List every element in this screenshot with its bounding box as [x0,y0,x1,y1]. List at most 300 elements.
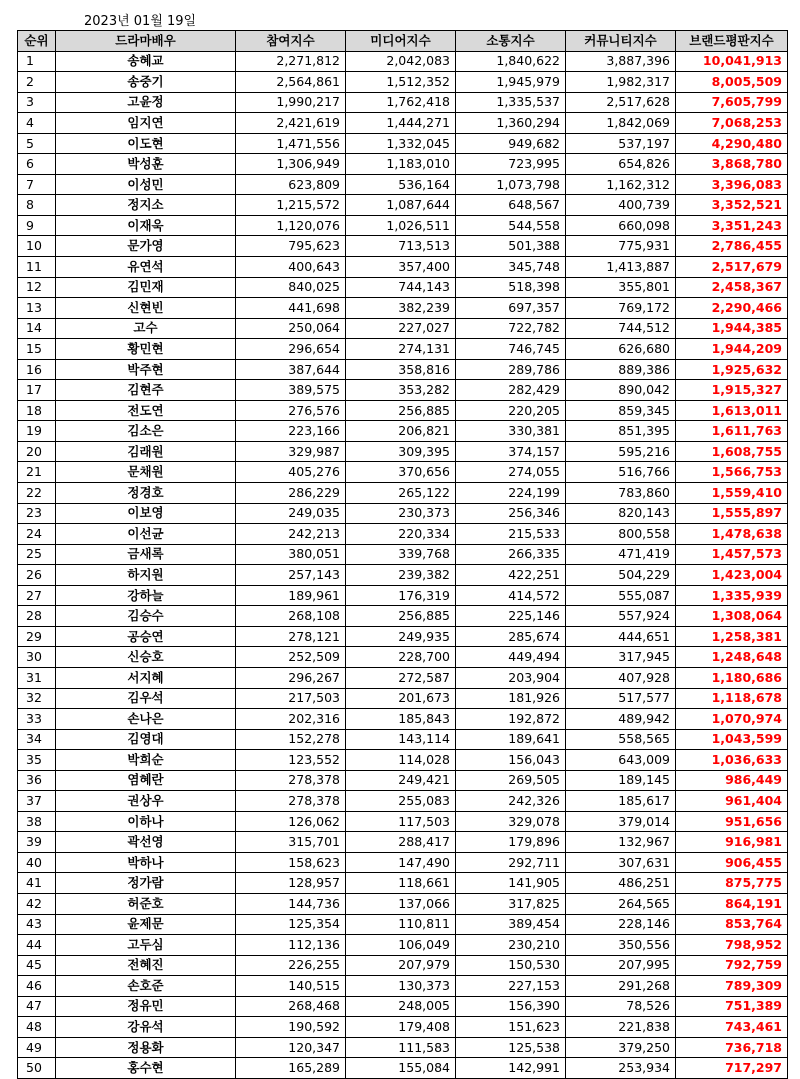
rank-cell: 49 [18,1037,56,1058]
actor-name-cell: 홍수현 [56,1058,236,1079]
participation-index-cell: 1,990,217 [236,92,346,113]
communication-index-cell: 1,840,622 [456,51,566,72]
community-index-cell: 1,162,312 [566,174,676,195]
community-index-cell: 775,931 [566,236,676,257]
brand-reputation-index-cell: 1,457,573 [676,544,788,565]
participation-index-cell: 268,108 [236,606,346,627]
table-row [18,92,788,113]
actor-name-cell: 송중기 [56,72,236,93]
participation-index-cell: 250,064 [236,318,346,339]
communication-index-cell: 227,153 [456,976,566,997]
media-index-cell: 228,700 [346,647,456,668]
actor-name-cell: 박주현 [56,359,236,380]
table-row [18,339,788,360]
media-index-cell: 2,042,083 [346,51,456,72]
rank-cell: 29 [18,626,56,647]
actor-name-cell: 고두심 [56,935,236,956]
communication-index-cell: 282,429 [456,380,566,401]
actor-name-cell: 서지혜 [56,667,236,688]
communication-index-cell: 292,711 [456,852,566,873]
participation-index-cell: 278,378 [236,791,346,812]
actor-name-cell: 허준호 [56,893,236,914]
rank-cell: 17 [18,380,56,401]
media-index-cell: 265,122 [346,483,456,504]
community-index-cell: 504,229 [566,565,676,586]
header-participation: 참여지수 [236,31,346,52]
communication-index-cell: 224,199 [456,483,566,504]
actor-name-cell: 김승수 [56,606,236,627]
rank-cell: 13 [18,298,56,319]
communication-index-cell: 179,896 [456,832,566,853]
rank-cell: 41 [18,873,56,894]
brand-reputation-index-cell: 1,611,763 [676,421,788,442]
community-index-cell: 207,995 [566,955,676,976]
brand-reputation-index-cell: 792,759 [676,955,788,976]
brand-reputation-index-cell: 906,455 [676,852,788,873]
table-row [18,154,788,175]
rank-cell: 44 [18,935,56,956]
actor-name-cell: 이보영 [56,503,236,524]
community-index-cell: 800,558 [566,524,676,545]
communication-index-cell: 345,748 [456,257,566,278]
rank-cell: 7 [18,174,56,195]
community-index-cell: 486,251 [566,873,676,894]
rank-cell: 36 [18,770,56,791]
participation-index-cell: 276,576 [236,400,346,421]
actor-name-cell: 정경호 [56,483,236,504]
brand-reputation-index-cell: 1,043,599 [676,729,788,750]
brand-reputation-index-cell: 1,036,633 [676,750,788,771]
communication-index-cell: 374,157 [456,441,566,462]
brand-reputation-index-cell: 751,389 [676,996,788,1017]
communication-index-cell: 1,335,537 [456,92,566,113]
table-row [18,503,788,524]
header-actor: 드라마배우 [56,31,236,52]
rank-cell: 39 [18,832,56,853]
participation-index-cell: 400,643 [236,257,346,278]
participation-index-cell: 126,062 [236,811,346,832]
rank-cell: 38 [18,811,56,832]
participation-index-cell: 190,592 [236,1017,346,1038]
actor-name-cell: 김우석 [56,688,236,709]
actor-name-cell: 박희순 [56,750,236,771]
media-index-cell: 370,656 [346,462,456,483]
actor-name-cell: 송혜교 [56,51,236,72]
rank-cell: 9 [18,215,56,236]
communication-index-cell: 141,905 [456,873,566,894]
table-row [18,770,788,791]
rank-cell: 20 [18,441,56,462]
table-row [18,544,788,565]
actor-name-cell: 임지연 [56,113,236,134]
communication-index-cell: 1,073,798 [456,174,566,195]
table-row [18,667,788,688]
table-row [18,174,788,195]
header-brand-reputation: 브랜드평판지수 [676,31,788,52]
participation-index-cell: 286,229 [236,483,346,504]
community-index-cell: 654,826 [566,154,676,175]
header-media: 미디어지수 [346,31,456,52]
participation-index-cell: 189,961 [236,585,346,606]
community-index-cell: 471,419 [566,544,676,565]
actor-name-cell: 윤제문 [56,914,236,935]
table-row [18,277,788,298]
rank-cell: 40 [18,852,56,873]
media-index-cell: 207,979 [346,955,456,976]
community-index-cell: 317,945 [566,647,676,668]
communication-index-cell: 151,623 [456,1017,566,1038]
brand-reputation-index-cell: 2,458,367 [676,277,788,298]
participation-index-cell: 278,378 [236,770,346,791]
media-index-cell: 358,816 [346,359,456,380]
media-index-cell: 111,583 [346,1037,456,1058]
communication-index-cell: 269,505 [456,770,566,791]
table-body [18,51,788,1078]
communication-index-cell: 648,567 [456,195,566,216]
table-row [18,606,788,627]
rank-cell: 48 [18,1017,56,1038]
community-index-cell: 626,680 [566,339,676,360]
media-index-cell: 256,885 [346,400,456,421]
table-row [18,1017,788,1038]
community-index-cell: 355,801 [566,277,676,298]
media-index-cell: 339,768 [346,544,456,565]
community-index-cell: 859,345 [566,400,676,421]
participation-index-cell: 120,347 [236,1037,346,1058]
rank-cell: 43 [18,914,56,935]
communication-index-cell: 203,904 [456,667,566,688]
brand-reputation-index-cell: 1,423,004 [676,565,788,586]
header-community: 커뮤니티지수 [566,31,676,52]
actor-name-cell: 김소은 [56,421,236,442]
rank-cell: 5 [18,133,56,154]
rank-cell: 21 [18,462,56,483]
community-index-cell: 517,577 [566,688,676,709]
media-index-cell: 106,049 [346,935,456,956]
actor-name-cell: 손나은 [56,709,236,730]
table-row [18,626,788,647]
communication-index-cell: 317,825 [456,893,566,914]
table-row [18,421,788,442]
media-index-cell: 239,382 [346,565,456,586]
communication-index-cell: 722,782 [456,318,566,339]
brand-reputation-index-cell: 875,775 [676,873,788,894]
community-index-cell: 444,651 [566,626,676,647]
rank-cell: 26 [18,565,56,586]
header-rank: 순위 [18,31,56,52]
brand-reputation-index-cell: 1,559,410 [676,483,788,504]
actor-name-cell: 곽선영 [56,832,236,853]
table-row [18,852,788,873]
communication-index-cell: 1,360,294 [456,113,566,134]
table-row [18,935,788,956]
communication-index-cell: 544,558 [456,215,566,236]
actor-name-cell: 박하나 [56,852,236,873]
communication-index-cell: 142,991 [456,1058,566,1079]
table-row [18,565,788,586]
actor-name-cell: 정유민 [56,996,236,1017]
actor-name-cell: 김래원 [56,441,236,462]
brand-reputation-index-cell: 1,478,638 [676,524,788,545]
communication-index-cell: 242,326 [456,791,566,812]
actor-name-cell: 손호준 [56,976,236,997]
participation-index-cell: 123,552 [236,750,346,771]
participation-index-cell: 158,623 [236,852,346,873]
community-index-cell: 516,766 [566,462,676,483]
media-index-cell: 143,114 [346,729,456,750]
table-row [18,236,788,257]
communication-index-cell: 125,538 [456,1037,566,1058]
actor-name-cell: 이도현 [56,133,236,154]
communication-index-cell: 389,454 [456,914,566,935]
actor-name-cell: 이선균 [56,524,236,545]
participation-index-cell: 278,121 [236,626,346,647]
community-index-cell: 595,216 [566,441,676,462]
participation-index-cell: 152,278 [236,729,346,750]
rank-cell: 16 [18,359,56,380]
actor-name-cell: 고윤정 [56,92,236,113]
participation-index-cell: 223,166 [236,421,346,442]
table-row [18,996,788,1017]
media-index-cell: 1,512,352 [346,72,456,93]
rank-cell: 31 [18,667,56,688]
rank-cell: 3 [18,92,56,113]
brand-reputation-index-cell: 1,613,011 [676,400,788,421]
table-row [18,585,788,606]
communication-index-cell: 1,945,979 [456,72,566,93]
brand-reputation-index-cell: 798,952 [676,935,788,956]
rank-cell: 23 [18,503,56,524]
media-index-cell: 176,319 [346,585,456,606]
media-index-cell: 713,513 [346,236,456,257]
media-index-cell: 357,400 [346,257,456,278]
rank-cell: 37 [18,791,56,812]
participation-index-cell: 296,654 [236,339,346,360]
table-row [18,462,788,483]
actor-name-cell: 강유석 [56,1017,236,1038]
participation-index-cell: 2,421,619 [236,113,346,134]
community-index-cell: 2,517,628 [566,92,676,113]
participation-index-cell: 128,957 [236,873,346,894]
media-index-cell: 230,373 [346,503,456,524]
brand-reputation-index-cell: 2,786,455 [676,236,788,257]
media-index-cell: 1,762,418 [346,92,456,113]
media-index-cell: 1,087,644 [346,195,456,216]
participation-index-cell: 257,143 [236,565,346,586]
community-index-cell: 851,395 [566,421,676,442]
communication-index-cell: 501,388 [456,236,566,257]
participation-index-cell: 268,468 [236,996,346,1017]
brand-reputation-index-cell: 3,352,521 [676,195,788,216]
header-row [18,31,788,52]
communication-index-cell: 256,346 [456,503,566,524]
media-index-cell: 130,373 [346,976,456,997]
community-index-cell: 783,860 [566,483,676,504]
table-row [18,976,788,997]
rank-cell: 22 [18,483,56,504]
table-row [18,750,788,771]
media-index-cell: 206,821 [346,421,456,442]
brand-reputation-index-cell: 986,449 [676,770,788,791]
participation-index-cell: 389,575 [236,380,346,401]
rank-cell: 32 [18,688,56,709]
table-row [18,298,788,319]
community-index-cell: 660,098 [566,215,676,236]
participation-index-cell: 217,503 [236,688,346,709]
actor-name-cell: 염혜란 [56,770,236,791]
communication-index-cell: 225,146 [456,606,566,627]
community-index-cell: 132,967 [566,832,676,853]
actor-name-cell: 문가영 [56,236,236,257]
table-row [18,791,788,812]
communication-index-cell: 215,533 [456,524,566,545]
communication-index-cell: 518,398 [456,277,566,298]
brand-reputation-index-cell: 961,404 [676,791,788,812]
actor-name-cell: 이재욱 [56,215,236,236]
rank-cell: 42 [18,893,56,914]
brand-reputation-index-cell: 736,718 [676,1037,788,1058]
rank-cell: 24 [18,524,56,545]
community-index-cell: 558,565 [566,729,676,750]
table-row [18,400,788,421]
communication-index-cell: 230,210 [456,935,566,956]
table-row [18,441,788,462]
table-row [18,51,788,72]
participation-index-cell: 140,515 [236,976,346,997]
community-index-cell: 890,042 [566,380,676,401]
rank-cell: 47 [18,996,56,1017]
brand-reputation-index-cell: 4,290,480 [676,133,788,154]
brand-reputation-index-cell: 951,656 [676,811,788,832]
brand-reputation-index-cell: 1,258,381 [676,626,788,647]
brand-reputation-index-cell: 1,915,327 [676,380,788,401]
rank-cell: 34 [18,729,56,750]
community-index-cell: 350,556 [566,935,676,956]
media-index-cell: 272,587 [346,667,456,688]
participation-index-cell: 441,698 [236,298,346,319]
community-index-cell: 3,887,396 [566,51,676,72]
brand-reputation-index-cell: 7,605,799 [676,92,788,113]
participation-index-cell: 2,271,812 [236,51,346,72]
actor-name-cell: 김영대 [56,729,236,750]
brand-reputation-index-cell: 1,180,686 [676,667,788,688]
brand-reputation-index-cell: 8,005,509 [676,72,788,93]
actor-name-cell: 이성민 [56,174,236,195]
brand-reputation-index-cell: 916,981 [676,832,788,853]
brand-reputation-index-cell: 2,290,466 [676,298,788,319]
participation-index-cell: 144,736 [236,893,346,914]
table-row [18,133,788,154]
actor-name-cell: 유연석 [56,257,236,278]
media-index-cell: 155,084 [346,1058,456,1079]
community-index-cell: 264,565 [566,893,676,914]
rank-cell: 25 [18,544,56,565]
communication-index-cell: 192,872 [456,709,566,730]
brand-reputation-index-cell: 853,764 [676,914,788,935]
media-index-cell: 248,005 [346,996,456,1017]
rank-cell: 30 [18,647,56,668]
table-row [18,914,788,935]
participation-index-cell: 840,025 [236,277,346,298]
actor-name-cell: 강하늘 [56,585,236,606]
brand-reputation-index-cell: 1,118,678 [676,688,788,709]
participation-index-cell: 249,035 [236,503,346,524]
media-index-cell: 744,143 [346,277,456,298]
community-index-cell: 555,087 [566,585,676,606]
communication-index-cell: 329,078 [456,811,566,832]
rank-cell: 27 [18,585,56,606]
rank-cell: 46 [18,976,56,997]
table-row [18,811,788,832]
communication-index-cell: 189,641 [456,729,566,750]
participation-index-cell: 296,267 [236,667,346,688]
brand-reputation-index-cell: 3,868,780 [676,154,788,175]
table-row [18,215,788,236]
rank-cell: 14 [18,318,56,339]
media-index-cell: 1,183,010 [346,154,456,175]
media-index-cell: 309,395 [346,441,456,462]
community-index-cell: 537,197 [566,133,676,154]
communication-index-cell: 949,682 [456,133,566,154]
brand-reputation-index-cell: 3,351,243 [676,215,788,236]
brand-reputation-index-cell: 1,070,974 [676,709,788,730]
community-index-cell: 189,145 [566,770,676,791]
communication-index-cell: 723,995 [456,154,566,175]
rank-cell: 10 [18,236,56,257]
brand-reputation-index-cell: 10,041,913 [676,51,788,72]
rank-cell: 12 [18,277,56,298]
rank-cell: 45 [18,955,56,976]
media-index-cell: 1,332,045 [346,133,456,154]
communication-index-cell: 289,786 [456,359,566,380]
participation-index-cell: 112,136 [236,935,346,956]
brand-reputation-index-cell: 1,944,385 [676,318,788,339]
rank-cell: 1 [18,51,56,72]
table-row [18,195,788,216]
media-index-cell: 274,131 [346,339,456,360]
participation-index-cell: 405,276 [236,462,346,483]
community-index-cell: 889,386 [566,359,676,380]
community-index-cell: 379,250 [566,1037,676,1058]
communication-index-cell: 285,674 [456,626,566,647]
actor-name-cell: 금새록 [56,544,236,565]
table-row [18,257,788,278]
community-index-cell: 407,928 [566,667,676,688]
rank-cell: 35 [18,750,56,771]
community-index-cell: 744,512 [566,318,676,339]
community-index-cell: 1,413,887 [566,257,676,278]
actor-name-cell: 신현빈 [56,298,236,319]
table-row [18,688,788,709]
communication-index-cell: 150,530 [456,955,566,976]
brand-reputation-index-cell: 1,944,209 [676,339,788,360]
rank-cell: 33 [18,709,56,730]
community-index-cell: 307,631 [566,852,676,873]
communication-index-cell: 422,251 [456,565,566,586]
community-index-cell: 253,934 [566,1058,676,1079]
table-row [18,729,788,750]
actor-name-cell: 정지소 [56,195,236,216]
table-row [18,709,788,730]
rank-cell: 11 [18,257,56,278]
brand-reputation-index-cell: 3,396,083 [676,174,788,195]
table-row [18,893,788,914]
actor-name-cell: 황민현 [56,339,236,360]
actor-name-cell: 정용화 [56,1037,236,1058]
brand-reputation-index-cell: 1,925,632 [676,359,788,380]
participation-index-cell: 1,306,949 [236,154,346,175]
rank-cell: 2 [18,72,56,93]
